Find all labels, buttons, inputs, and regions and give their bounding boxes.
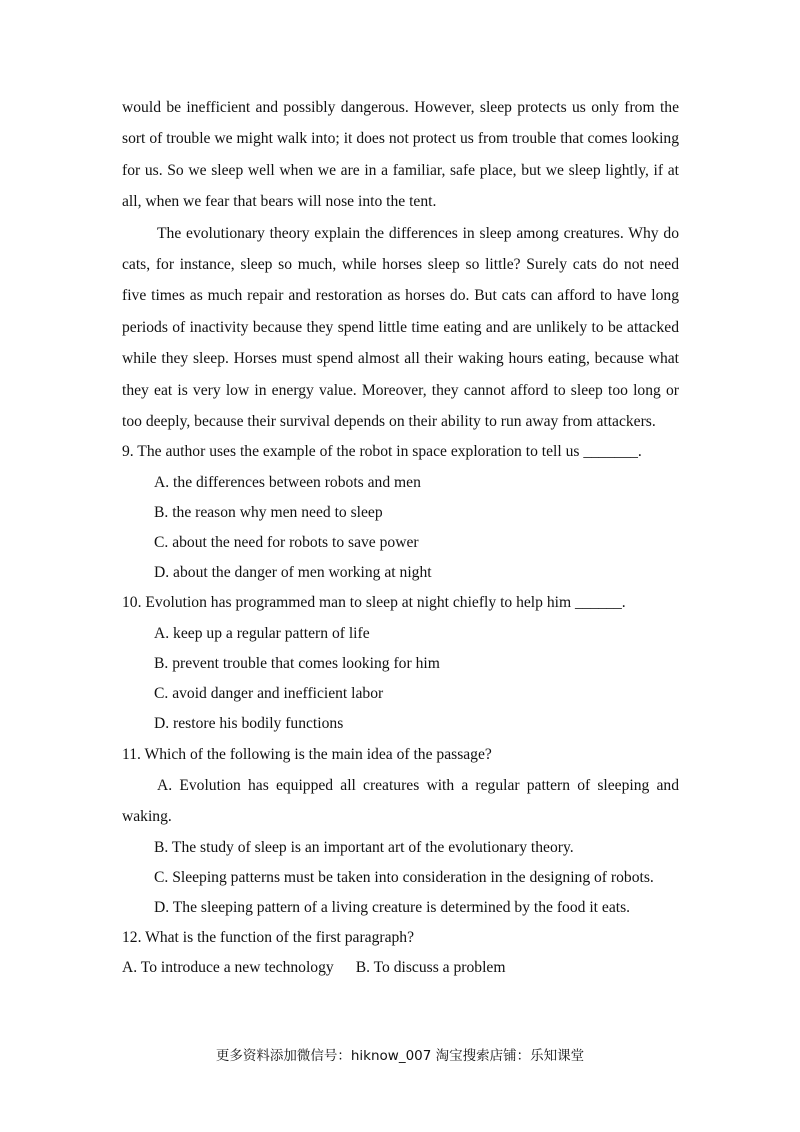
question-11-option-b: B. The study of sleep is an important art of the evolutionary theory. xyxy=(154,838,574,856)
passage-paragraph-2: The evolutionary theory explain the differences in sleep among creatures. Why do cats, for instance, sleep so much, while horses sleep so little? Surely cats do not need five times as much repair and restoration as horses do. But cats can afford to have long periods of inactivity because they spend little time eating and are unlikely to be attacked while they sleep. Horses must spend almost all their waking hours eating, because what they eat is very low in energy value. Moreover, they cannot afford to sleep too long or too deeply, because their survival depends on their ability to run away from attackers. xyxy=(122,224,679,431)
question-10-option-c: C. avoid danger and inefficient labor xyxy=(154,685,384,703)
question-11-stem: 11. Which of the following is the main idea of the passage? xyxy=(122,745,492,763)
question-11-option-d: D. The sleeping pattern of a living creature is determined by the food it eats. xyxy=(154,898,631,916)
question-9-stem: 9. The author uses the example of the robot in space exploration to tell us _______. xyxy=(122,443,642,461)
question-9 xyxy=(122,437,679,588)
question-12 xyxy=(122,923,679,983)
question-10-option-a: A. keep up a regular pattern of life xyxy=(154,624,370,642)
question-12-option-b: B. To discuss a problem xyxy=(355,959,506,977)
passage-paragraph-1: would be inefficient and possibly dangerous. However, sleep protects us only from the sort of trouble we might walk into; it does not protect us from trouble that comes looking for us. So we sleep well when we are in a familiar, safe place, but we sleep lightly, if at all, when we fear that bears will nose into the tent. xyxy=(122,99,679,211)
question-12-stem: 12. What is the function of the first paragraph? xyxy=(122,929,415,947)
question-11 xyxy=(122,740,679,924)
question-11-option-a: A. Evolution has equipped all creatures with a regular pattern of sleeping and waking. xyxy=(122,776,679,826)
question-10-stem: 10. Evolution has programmed man to sleep at night chiefly to help him ______. xyxy=(122,594,626,612)
footer-contact-note: 更多资料添加微信号：hiknow_007 淘宝搜索店铺：乐知课堂 xyxy=(215,1048,585,1064)
question-12-options-row xyxy=(122,953,679,983)
question-9-option-c: C. about the need for robots to save power xyxy=(154,534,419,552)
document-page xyxy=(122,92,679,984)
question-10-option-b: B. prevent trouble that comes looking for him xyxy=(154,654,440,672)
question-9-option-a: A. the differences between robots and men xyxy=(154,473,421,491)
question-9-option-d: D. about the danger of men working at night xyxy=(154,564,432,582)
question-10 xyxy=(122,588,679,739)
question-11-option-c: C. Sleeping patterns must be taken into consideration in the designing of robots. xyxy=(154,868,654,886)
question-9-option-b: B. the reason why men need to sleep xyxy=(154,503,383,521)
question-10-option-d: D. restore his bodily functions xyxy=(154,715,344,733)
question-12-option-a: A. To introduce a new technology xyxy=(122,959,334,977)
